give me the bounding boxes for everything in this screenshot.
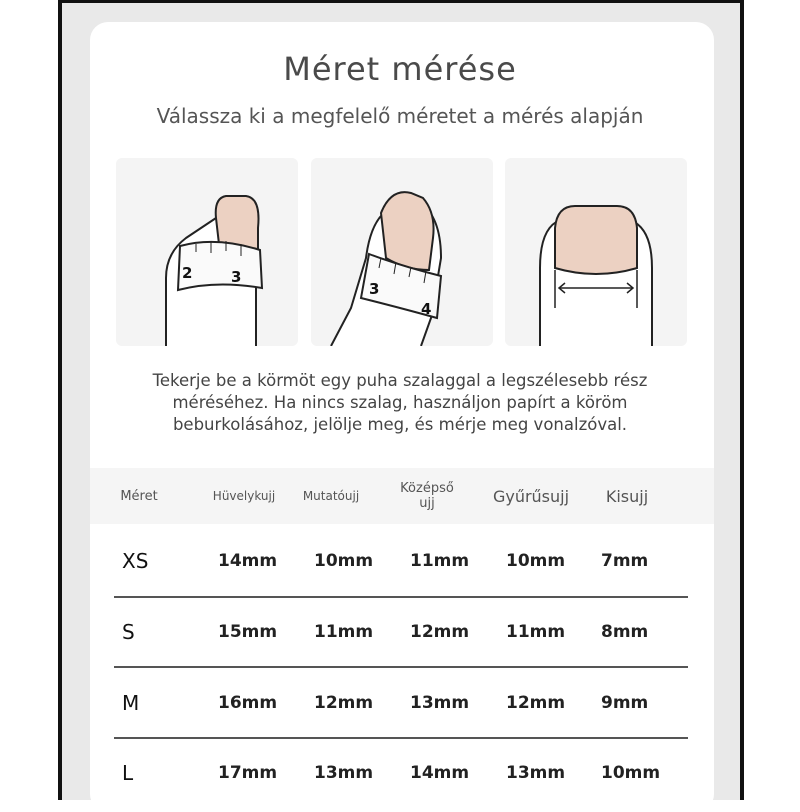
table-cell: 9mm [601,693,649,713]
header-ring: Gyűrűsujj [492,486,570,506]
nail-width-arrow-icon [505,158,687,346]
table-cell: 17mm [218,763,278,783]
table-cell: 12mm [506,693,566,713]
instruction-line: méréséhez. Ha nincs szalag, használjon papírt a köröm [172,393,628,412]
header-size: Méret [120,488,158,504]
tape-number: 2 [182,264,193,282]
illustration-thumb-tape [116,158,298,346]
table-cell: 10mm [601,763,661,783]
instruction-line: Tekerje be a körmöt egy puha szalaggal a legszélesebb rész [152,371,648,390]
page-subtitle: Válassza ki a megfelelő méretet a mérés alapján [156,104,644,128]
table-cell: 10mm [314,551,374,571]
size-label: L [122,761,134,785]
table-cell: 7mm [601,551,649,571]
header-index: Mutatóujj [302,489,360,503]
table-cell: 14mm [410,763,470,783]
table-cell: 11mm [314,622,374,642]
size-label: M [122,691,140,715]
table-cell: 11mm [410,551,470,571]
table-cell: 10mm [506,551,566,571]
table-cell: 13mm [410,693,470,713]
illustration-index-tape [311,158,493,346]
table-cell: 13mm [506,763,566,783]
table-cell: 12mm [314,693,374,713]
header-pinky: Kisujj [605,486,649,506]
measurement-instructions [150,370,650,436]
header-middle-line1: Középső [400,481,454,496]
table-cell: 14mm [218,551,278,571]
illustration-nail-width [505,158,687,346]
table-cell: 13mm [314,763,374,783]
tape-number: 3 [369,280,380,298]
page-title: Méret mérése [283,50,517,88]
tape-number: 3 [231,268,242,286]
table-cell: 16mm [218,693,278,713]
size-label: S [122,620,135,644]
table-cell: 11mm [506,622,566,642]
size-label: XS [122,549,149,573]
header-middle-line2: ujj [419,496,435,511]
table-cell: 15mm [218,622,278,642]
table-cell: 12mm [410,622,470,642]
tape-number: 4 [421,300,432,318]
table-cell: 8mm [601,622,649,642]
header-thumb: Hüvelykujj [212,489,276,503]
header-middle [390,468,464,524]
finger-tape-measure-icon [116,158,298,346]
finger-tape-measure-angled-icon [311,158,493,346]
instruction-line: beburkolásához, jelölje meg, és mérje meg vonalzóval. [172,415,628,434]
